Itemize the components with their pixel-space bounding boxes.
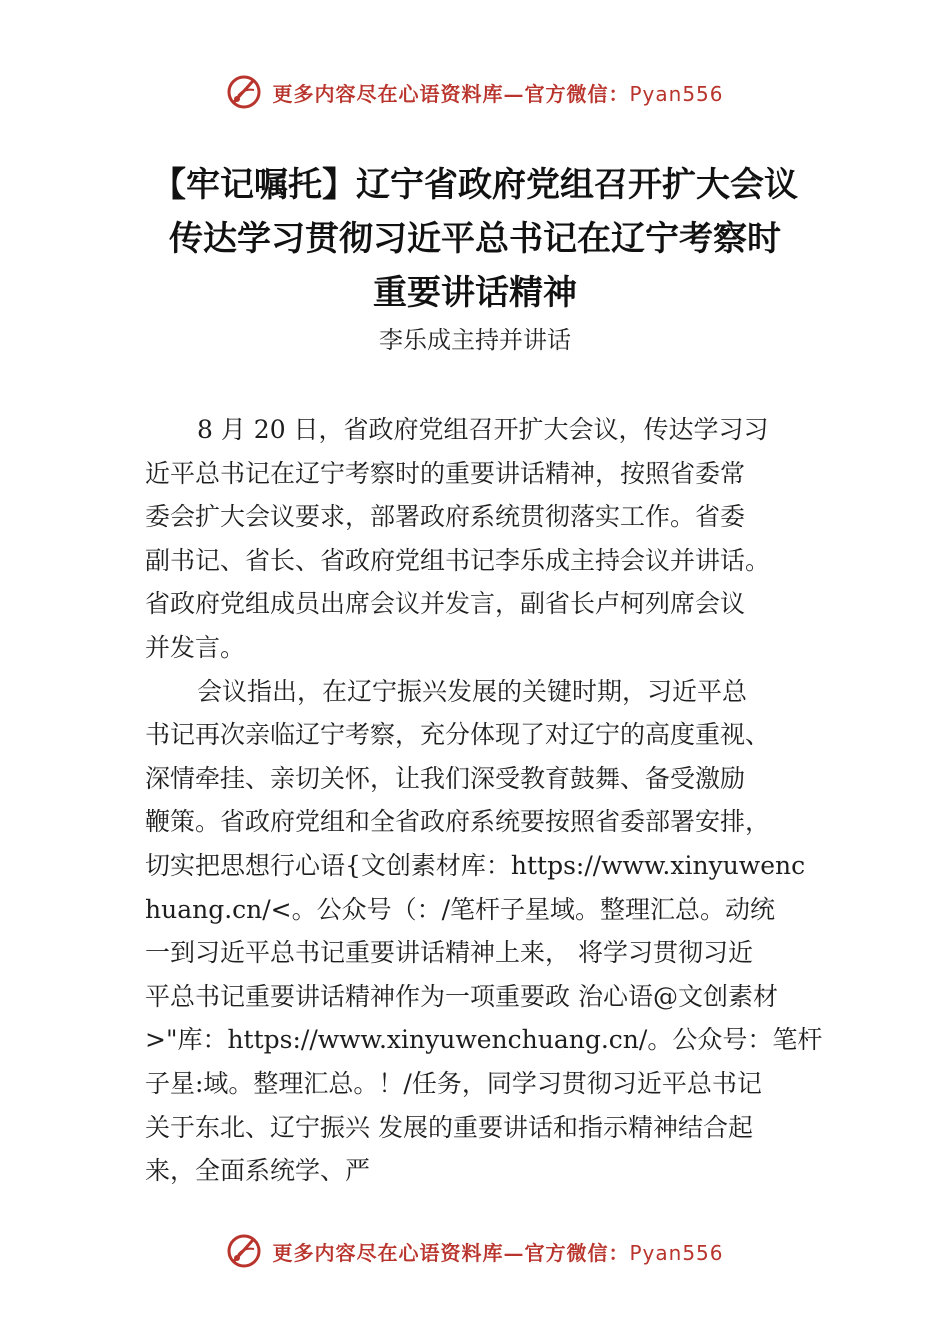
document-subtitle: 李乐成主持并讲话 xyxy=(379,326,571,354)
title-line-1: 【牢记嘱托】辽宁省政府党组召开扩大会议 xyxy=(152,165,798,205)
header-watermark-banner xyxy=(0,70,950,114)
body-line: 来，全面系统学、严 xyxy=(145,1156,371,1186)
footer-watermark-banner xyxy=(0,1229,950,1273)
banner-wechat-id: Pyan556 xyxy=(629,81,724,106)
body-line: huang.cn/<。公众号（：/笔杆子星域。整理汇总。动统 xyxy=(145,894,776,924)
document-title xyxy=(60,158,890,320)
title-line-3: 重要讲话精神 xyxy=(373,273,577,313)
document-body xyxy=(145,408,835,1193)
body-line: 近平总书记在辽宁考察时的重要讲话精神，按照省委常 xyxy=(145,458,746,488)
body-line: 书记再次亲临辽宁考察，充分体现了对辽宁的高度重视、 xyxy=(145,720,771,750)
body-line: 关于东北、辽宁振兴 发展的重要讲话和指示精神结合起 xyxy=(145,1112,753,1142)
title-line-2: 传达学习贯彻习近平总书记在辽宁考察时 xyxy=(169,219,781,259)
body-line: 会议指出，在辽宁振兴发展的关键时期，习近平总 xyxy=(197,676,748,706)
body-line: 一到习近平总书记重要讲话精神上来， 将学习贯彻习近 xyxy=(145,938,753,968)
brush-logo-icon xyxy=(226,74,262,110)
body-line: 切实把思想行心语{文创素材库：https://www.xinyuwenc xyxy=(145,850,806,880)
brush-logo-icon xyxy=(226,1233,262,1269)
banner-text: 更多内容尽在心语资料库—官方微信：Pyan556 xyxy=(272,81,724,106)
body-line: 8 月 20 日，省政府党组召开扩大会议，传达学习习 xyxy=(197,415,769,444)
banner-text: 更多内容尽在心语资料库—官方微信：Pyan556 xyxy=(272,1240,724,1265)
body-line: 平总书记重要讲话精神作为一项重要政 治心语@文创素材 xyxy=(145,981,778,1011)
body-line: >"库：https://www.xinyuwenchuang.cn/。公众号：笔杆 xyxy=(145,1025,823,1055)
body-line: 委会扩大会议要求，部署政府系统贯彻落实工作。省委 xyxy=(145,502,746,532)
banner-wechat-id: Pyan556 xyxy=(629,1240,724,1265)
body-line: 副书记、省长、省政府党组书记李乐成主持会议并讲话。 xyxy=(145,545,771,575)
body-line: 并发言。 xyxy=(145,632,246,662)
body-line: 子星:域。整理汇总。！/任务，同学习贯彻习近平总书记 xyxy=(145,1068,762,1098)
body-line: 鞭策。省政府党组和全省政府系统要按照省委部署安排， xyxy=(145,807,771,837)
body-line: 省政府党组成员出席会议并发言，副省长卢柯列席会议 xyxy=(145,589,746,619)
body-line: 深情牵挂、亲切关怀，让我们深受教育鼓舞、备受激励 xyxy=(145,763,746,793)
